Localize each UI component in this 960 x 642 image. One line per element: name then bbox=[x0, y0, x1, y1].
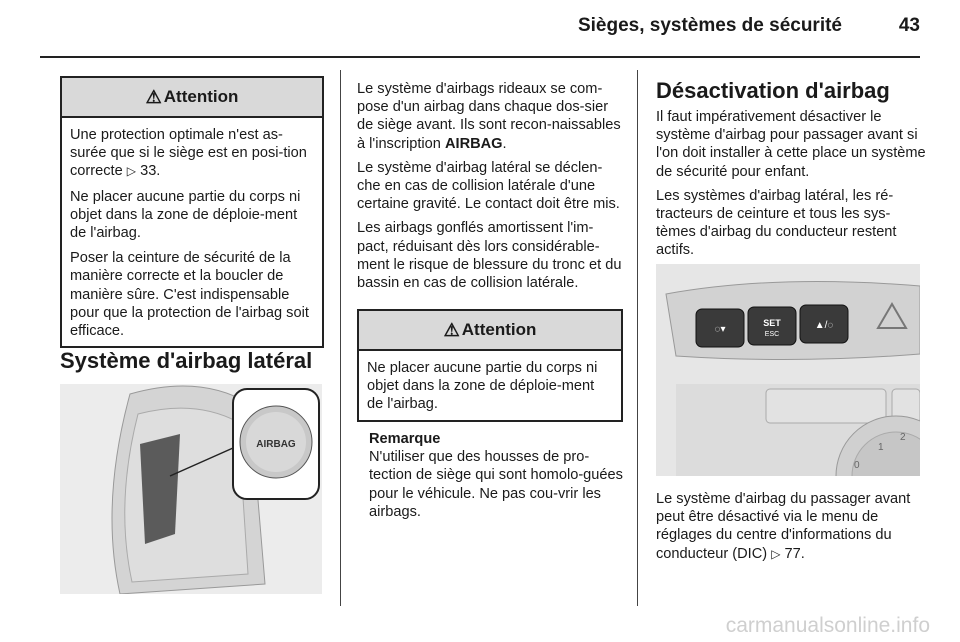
paragraph: Les airbags gonflés amortissent l'im-pact, réduisant dès lors considérable-ment le risque de blessure du tronc et du bassin en cas de collision latérale. bbox=[357, 220, 622, 292]
paragraph: Le système d'airbag du passager avant peut être désactivé via le menu de réglages du centre d'informations du conducteur (DIC) ▷ 77. bbox=[656, 491, 911, 562]
warning-icon: ⚠ bbox=[443, 319, 460, 340]
set-button-icon: ◌▾ bbox=[714, 324, 726, 335]
remark-title: Remarque bbox=[369, 431, 441, 447]
warning-icon: ⚠ bbox=[145, 86, 162, 107]
attention-box bbox=[60, 76, 324, 348]
paragraph: Le système d'airbag latéral se déclen-che en cas de collision latérale d'une certaine gravité. Le contact doit être mis. bbox=[357, 159, 620, 213]
column-divider bbox=[637, 70, 638, 606]
esc-button-label: ESC bbox=[764, 331, 780, 338]
attention-text: Ne placer aucune partie du corps ni objet dans la zone de déploie-ment de l'airbag. bbox=[70, 188, 301, 242]
seat-illustration bbox=[60, 384, 322, 594]
paragraph: Il faut impérativement désactiver le système d'airbag pour passager avant si l'on doit installer à cette place un système de sécurité pour enfant. bbox=[656, 109, 926, 180]
dashboard-illustration bbox=[656, 264, 920, 476]
header-rule bbox=[40, 56, 920, 58]
page-number: 43 bbox=[898, 15, 920, 36]
dashboard-buttons-image bbox=[656, 264, 920, 476]
attention-box bbox=[357, 309, 623, 422]
deactivation-body bbox=[656, 108, 926, 266]
section-heading-side-airbag: Système d'airbag latéral bbox=[60, 348, 313, 373]
attention-header bbox=[62, 78, 322, 118]
page-ref-icon: ▷ bbox=[126, 164, 137, 179]
airbag-label: AIRBAG bbox=[256, 439, 296, 450]
section-heading-airbag-deactivation: Désactivation d'airbag bbox=[656, 78, 890, 103]
attention-text: Ne placer aucune partie du corps ni objet dans la zone de déploie-ment de l'airbag. bbox=[367, 360, 598, 413]
watermark: carmanualsonline.info bbox=[725, 614, 930, 637]
attention-title: Attention bbox=[163, 87, 239, 106]
attention-title: Attention bbox=[461, 320, 537, 339]
attention-text: Poser la ceinture de sécurité de la manière correcte et la boucler de manière sûre. C'est indispensable pour que la protection de l'airbag soit efficace. bbox=[70, 250, 309, 340]
side-airbag-body bbox=[357, 80, 623, 298]
column-divider bbox=[340, 70, 341, 606]
dial-number: 1 bbox=[878, 442, 884, 453]
control-button-icon: ▲/◌ bbox=[814, 320, 834, 331]
attention-header bbox=[359, 311, 621, 351]
page-header-title: Sièges, systèmes de sécurité bbox=[577, 15, 842, 36]
remark-text: N'utiliser que des housses de pro-tection de siège qui sont homolo-guées pour le véhicule. Ne pas cou-vrir les airbags. bbox=[369, 449, 623, 520]
remark bbox=[369, 430, 625, 521]
dial-number: 0 bbox=[854, 460, 860, 471]
dial-number: 2 bbox=[900, 432, 906, 443]
deactivation-note bbox=[656, 490, 926, 569]
seat-airbag-image bbox=[60, 384, 322, 594]
paragraph: Le système d'airbags rideaux se com-pose d'un airbag dans chaque dos-sier de siège avant. Ils sont recon-naissables à l'inscription AIRBAG. bbox=[357, 81, 621, 152]
paragraph: Les systèmes d'airbag latéral, les ré-tracteurs de ceinture et tous les sys-tèmes d'airbag du conducteur restent actifs. bbox=[656, 187, 897, 259]
attention-text: Une protection optimale n'est as-surée que si le siège est en posi-tion correcte ▷ 33. bbox=[70, 127, 307, 180]
page-ref-icon: ▷ bbox=[771, 546, 781, 561]
set-button-label: SET bbox=[763, 318, 781, 328]
